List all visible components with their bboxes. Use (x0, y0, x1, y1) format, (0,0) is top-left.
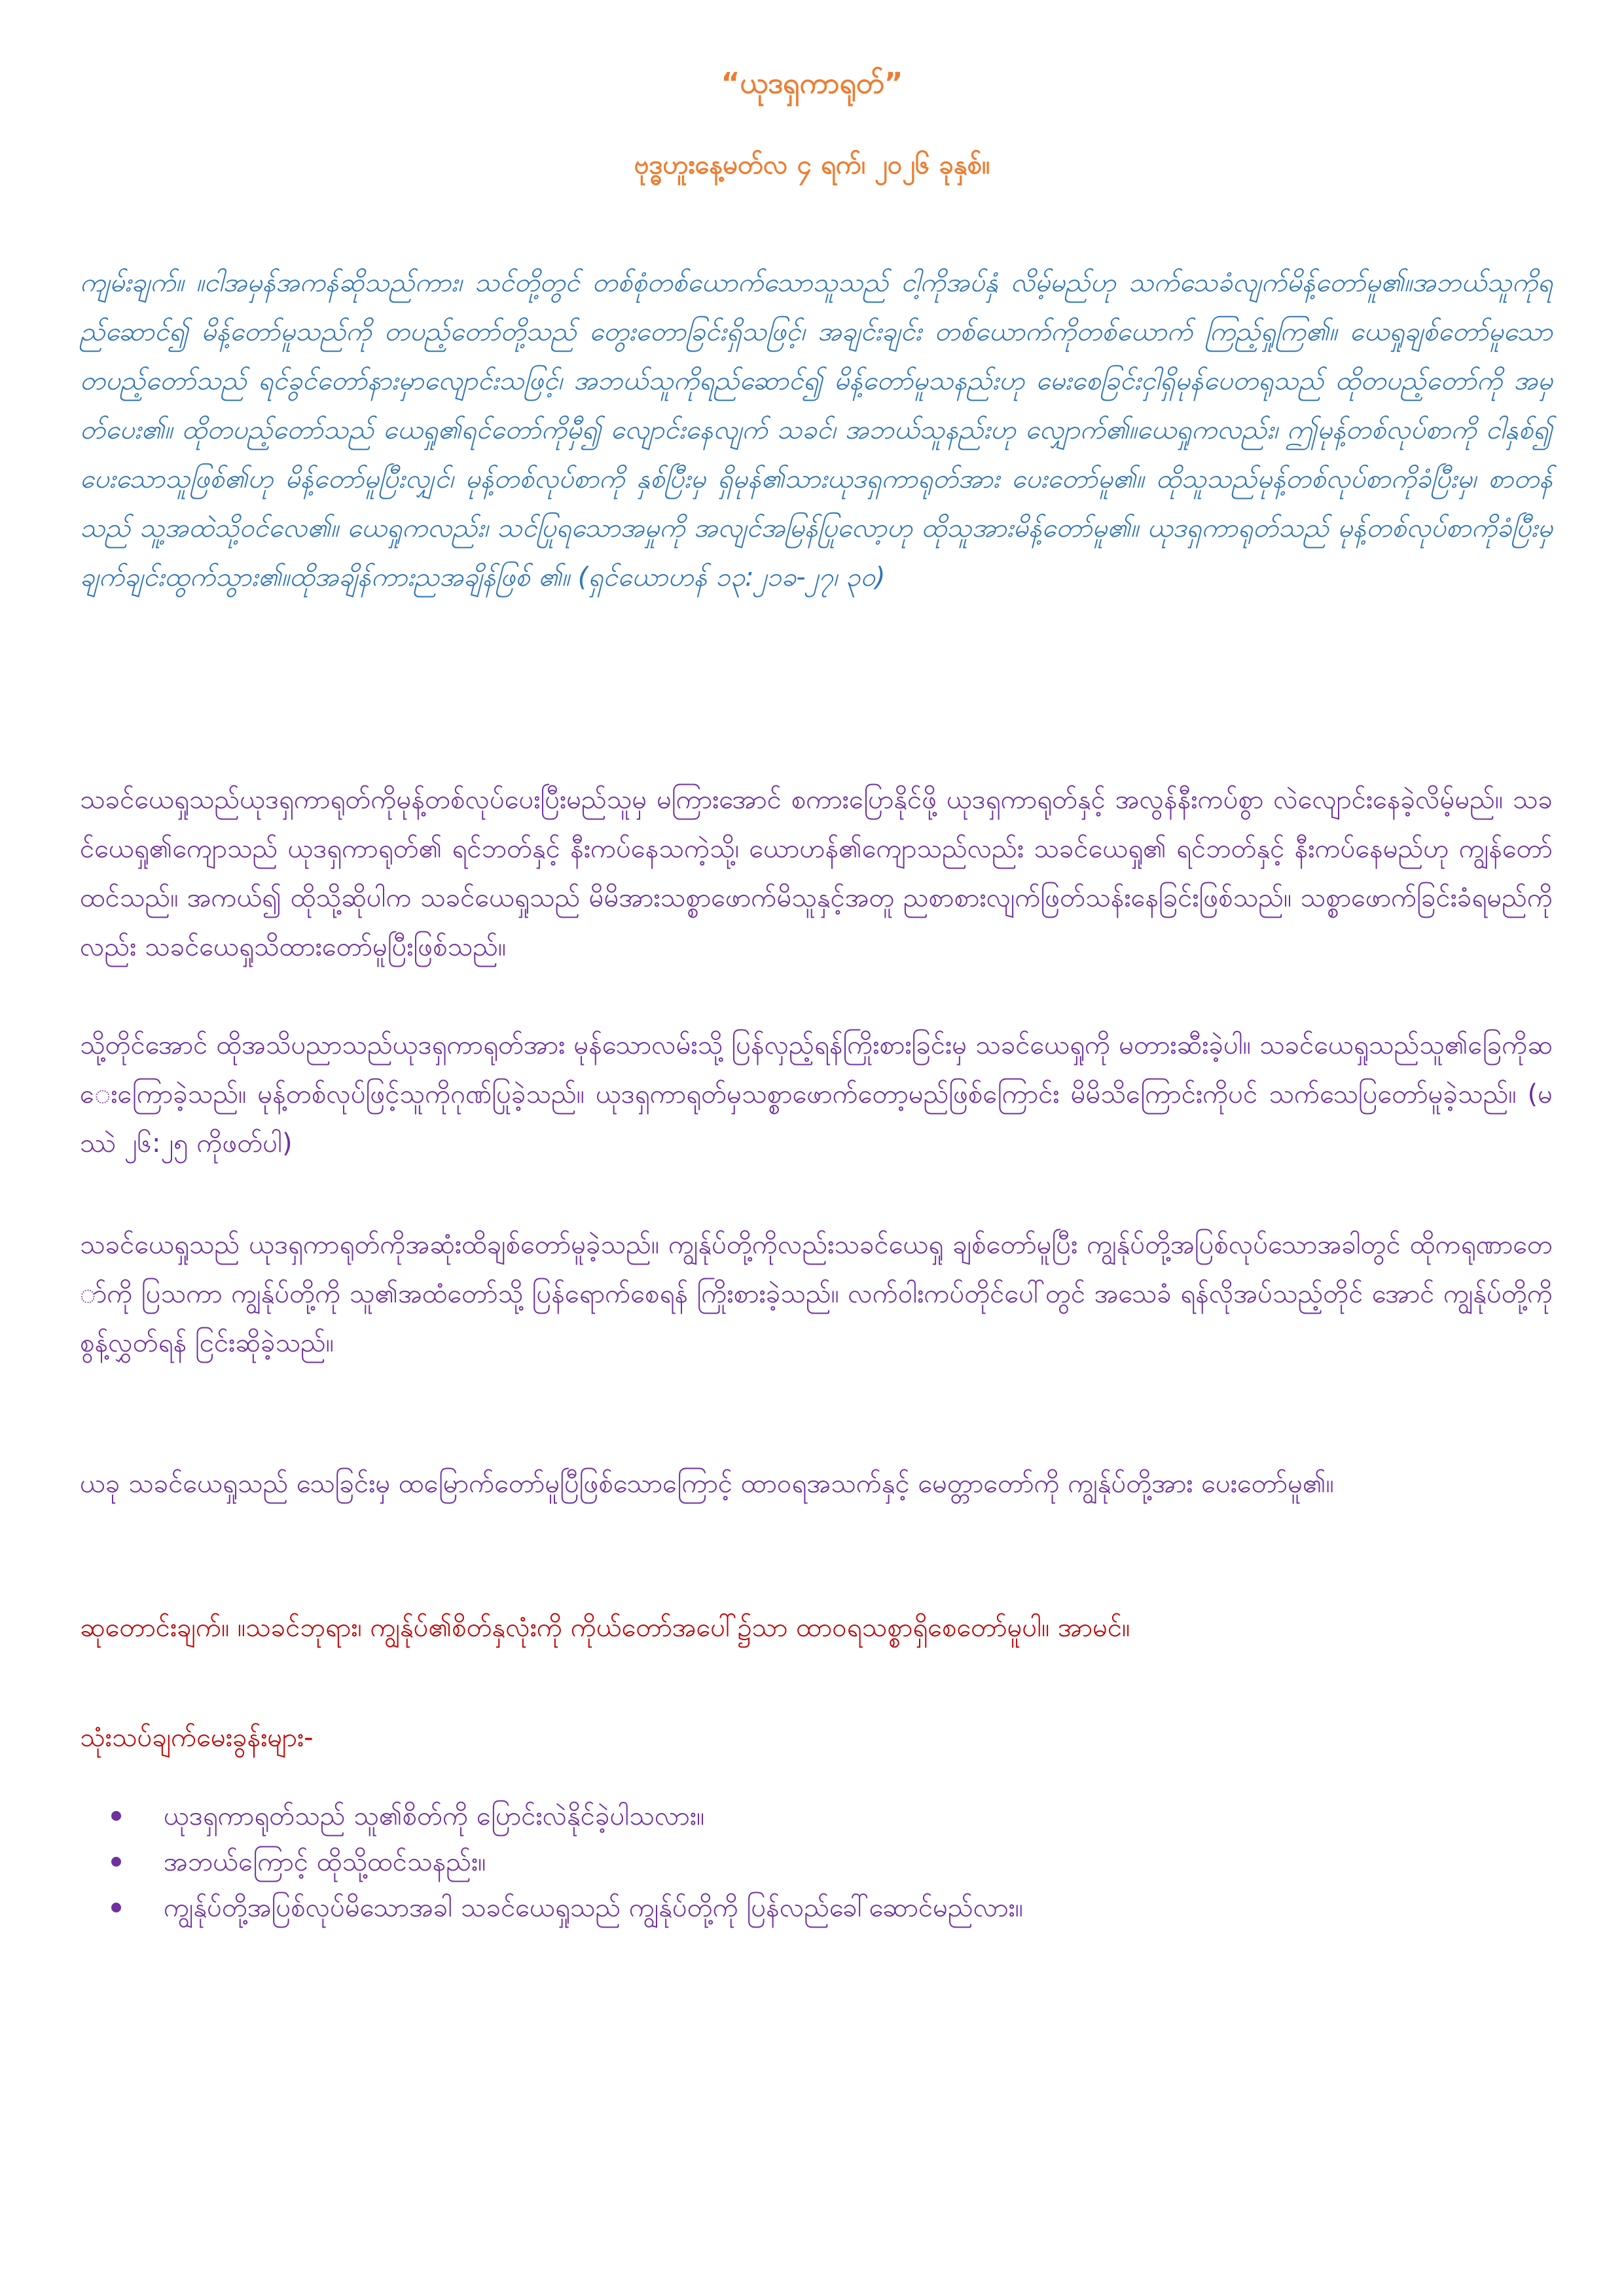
body-paragraph-1: သခင်ယေရှုသည်ယုဒရှကာရုတ်ကိုမုန့်တစ်လုပ်ပေးပြီးမည်သူမှ မကြားအောင် စကားပြောနိုင်ဖို့ ယုဒရှကာရုတ်နှင့် အလွန်နီးကပ်စွာ လဲလျောင်းနေခဲ့လိမ့်မည်။ သခင်ယေရှု၏ကျောသည် ယုဒရှကာရုတ်၏ ရင်ဘတ်နှင့် နီးကပ်နေသကဲ့သို့၊ ယောဟန်၏ကျောသည်လည်း သခင်ယေရှု၏ ရင်ဘတ်နှင့် နီးကပ်နေမည်ဟု ကျွန်တော်ထင်သည်။ အကယ်၍ ထိုသို့ဆိုပါက သခင်ယေရှုသည် မိမိအားသစ္စာဖောက်မိသူနှင့်အတူ ညစာစားလျက်ဖြတ်သန်းနေခြင်းဖြစ်သည်။ သစ္စာဖောက်ခြင်းခံရမည်ကိုလည်း သခင်ယေရှုသိထားတော်မူပြီးဖြစ်သည်။ (80, 785, 1553, 962)
question-item (111, 1888, 1519, 1934)
bullet-icon (111, 1811, 121, 1821)
body-paragraph-3: သခင်ယေရှုသည် ယုဒရှကာရုတ်ကိုအဆုံးထိချစ်တော်မူခဲ့သည်။ ကျွန်ုပ်တို့ကိုလည်းသခင်ယေရှု ချစ်တော်မူပြီး ကျွန်ုပ်တို့အပြစ်လုပ်သောအခါတွင် ထိုကရုဏာတော်ကို ပြသကာ ကျွန်ုပ်တို့ကို သူ၏အထံတော်သို့ ပြန်ရောက်စေရန် ကြိုးစားခဲ့သည်။ လက်ဝါးကပ်တိုင်ပေါ်တွင် အသေခံ ရန်လိုအပ်သည့်တိုင် အောင် ကျွန်ုပ်တို့ကို စွန့်လွှတ်ရန် ငြင်းဆိုခဲ့သည်။ (80, 1230, 1553, 1358)
question-item (111, 1797, 1519, 1842)
scripture-passage: ကျမ်းချက်။ ။ငါအမှန်အကန်ဆိုသည်ကား၊ သင်တို့တွင် တစ်စုံတစ်ယောက်သောသူသည် ငါ့ကိုအပ်နှံ လိမ့်မည်ဟု သက်သေခံလျက်မိန့်တော်မူ၏။အဘယ်သူကိုရည်ဆောင်၍ မိန့်တော်မူသည်ကို တပည့်တော်တို့သည် တွေးတောခြင်းရှိသဖြင့်၊ အချင်းချင်း တစ်ယောက်ကိုတစ်ယောက် ကြည့်ရှုကြ၏။ ယေရှုချစ်တော်မူသော တပည့်တော်သည် ရင်ခွင်တော်နားမှာလျောင်းသဖြင့်၊ အဘယ်သူကိုရည်ဆောင်၍ မိန့်တော်မူသနည်းဟု မေးစေခြင်းငှါရှိမုန်ပေတရုသည် ထိုတပည့်တော်ကို အမှတ်ပေး၏။ ထိုတပည့်တော်သည် ယေရှု၏ရင်တော်ကိုမှီ၍ လျောင်းနေလျက် သခင်၊ အဘယ်သူနည်းဟု လျှောက်၏။ယေရှုကလည်း၊ ဤမုန့်တစ်လုပ်စာကို ငါနှစ်၍ပေးသောသူဖြစ်၏ဟု မိန့်တော်မူပြီးလျှင်၊ မုန့်တစ်လုပ်စာကို နှစ်ပြီးမှ ရှိမုန်၏သားယုဒရှကာရုတ်အား ပေးတော်မူ၏။ ထိုသူသည်မုန့်တစ်လုပ်စာကိုခံပြီးမှ၊ စာတန်သည် သူ့အထဲသို့ဝင်လေ၏။ ယေရှုကလည်း၊ သင်ပြုရသောအမှုကို အလျင်အမြန်ပြုလော့ဟု ထိုသူအားမိန့်တော်မူ၏။ ယုဒရှကာရုတ်သည် မုန့်တစ်လုပ်စာကိုခံပြီးမှ ချက်ချင်းထွက်သွား၏။ထိုအချိန်ကားညအချိန်ဖြစ် ၏။ (ရှင်ယောဟန် ၁၃:၂၁ခ-၂၇၊ ၃၀) (80, 268, 1553, 592)
questions-heading: သုံးသပ်ချက်မေးခွန်းများ- (80, 1723, 314, 1753)
question-text: ယုဒရှကာရုတ်သည် သူ၏စိတ်ကို ပြောင်းလဲနိုင်ခဲ့ပါသလား။ (164, 1801, 705, 1831)
prayer-text: ဆုတောင်းချက်။ ။သခင်ဘုရား၊ ကျွန်ုပ်၏စိတ်နှလုံးကို ကိုယ်တော်အပေါ်၌သာ ထာဝရသစ္စာရှိစေတော်မူပါ။ အာမင်။ (80, 1613, 1130, 1643)
bullet-icon (111, 1903, 121, 1912)
question-text: အဘယ်ကြောင့် ထိုသို့ထင်သနည်း။ (164, 1847, 486, 1877)
body-paragraph-2: သို့တိုင်အောင် ထိုအသိပညာသည်ယုဒရှကာရုတ်အား မုန်သောလမ်းသို့ ပြန်လှည့်ရန်ကြိုးစားခြင်းမှ သခင်ယေရှုကို မတားဆီးခဲ့ပါ။ သခင်ယေရှုသည်သူ၏ခြေကိုဆေးကြောခဲ့သည်။ မုန့်တစ်လုပ်ဖြင့်သူကိုဂုဏ်ပြုခဲ့သည်။ ယုဒရှကာရုတ်မှသစ္စာဖောက်တော့မည်ဖြစ်ကြောင်း မိမိသိကြောင်းကိုပင် သက်သေပြတော်မူခဲ့သည်။ (မဿဲ ၂၆:၂၅ ကိုဖတ်ပါ) (80, 1030, 1553, 1158)
questions-list (111, 1797, 1519, 1934)
page-title: “ယုဒရှကာရုတ်” (721, 67, 903, 100)
question-text: ကျွန်ုပ်တို့အပြစ်လုပ်မိသောအခါ သခင်ယေရှုသည် ကျွန်ုပ်တို့ကို ပြန်လည်ခေါ်ဆောင်မည်လား။ (164, 1893, 1023, 1923)
bullet-icon (111, 1857, 121, 1867)
date-line: ဗုဒ္ဓဟူးနေ့မတ်လ ၄ ရက်၊ ၂၀၂၆ ခုနှစ်။ (634, 150, 990, 180)
body-paragraph-4: ယခု သခင်ယေရှုသည် သေခြင်းမှ ထမြောက်တော်မူပြီဖြစ်သောကြောင့် ထာဝရအသက်နှင့် မေတ္တာတော်ကို ကျွန်ုပ်တို့အား ပေးတော်မူ၏။ (80, 1469, 1334, 1499)
question-item (111, 1842, 1519, 1888)
